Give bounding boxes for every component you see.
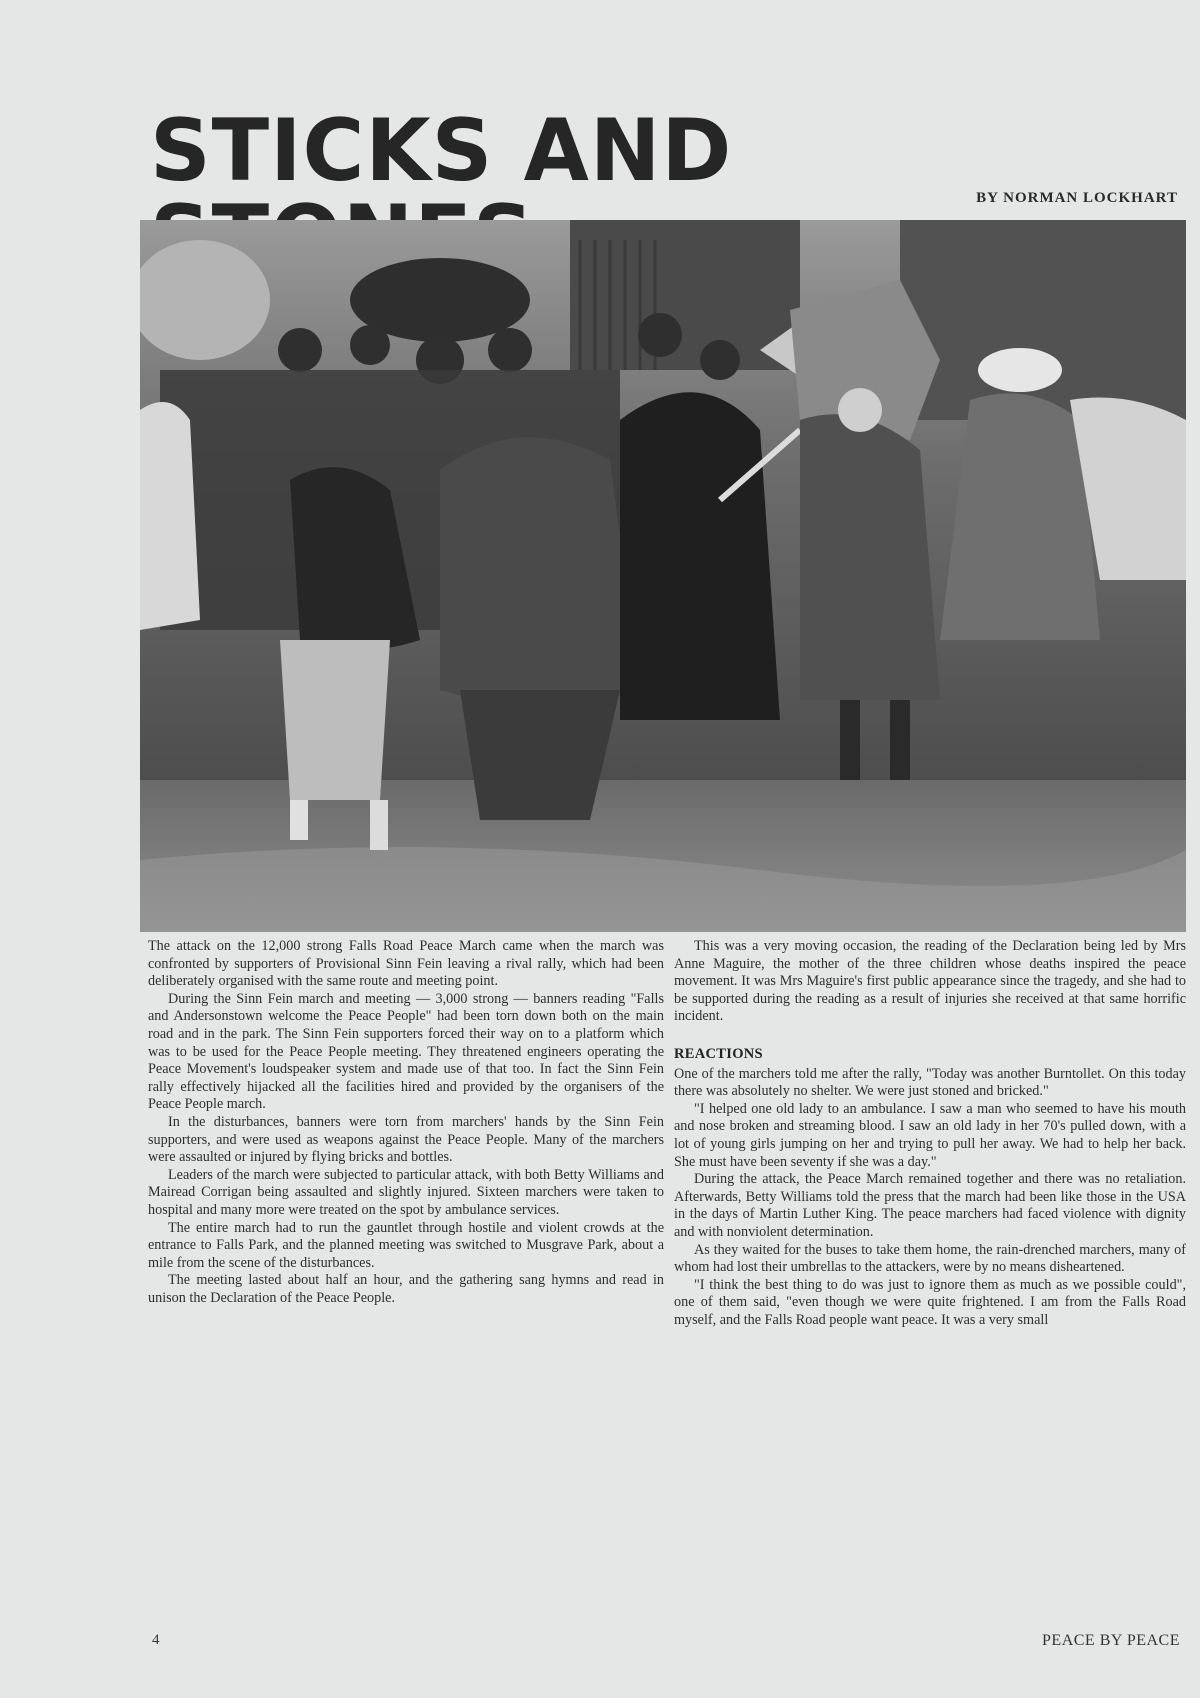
- crowd-photo: [140, 220, 1186, 932]
- paragraph: One of the marchers told me after the rally, "Today was another Burntollet. On this today there was absolutely no shelter. We were just stoned and bricked.": [674, 1065, 1186, 1100]
- publication-name: PEACE BY PEACE: [1042, 1632, 1180, 1649]
- crowd-photo-icon: [140, 220, 1186, 932]
- paragraph: Leaders of the march were subjected to particular attack, with both Betty Williams and Mairead Corrigan being assaulted and slightly injured. Sixteen marchers were taken to hospital and many more were treated on the spot by ambulance services.: [148, 1166, 664, 1218]
- paragraph: "I helped one old lady to an ambulance. I saw a man who seemed to have his mouth and nose broken and streaming blood. I saw an old lady in her 70's pulled down, with a lot of young girls jumping on her and trying to pull her away. We had to help her back. She must have been seventy if she was a day.": [674, 1100, 1186, 1170]
- paragraph: The attack on the 12,000 strong Falls Road Peace March came when the march was confronted by supporters of Provisional Sinn Fein leaving a rival rally, which had been deliberately organised with the same route and meeting point.: [148, 938, 664, 990]
- article-column-right: [674, 938, 1186, 1329]
- article-column-left: [148, 938, 664, 1307]
- paragraph: The meeting lasted about half an hour, and the gathering sang hymns and read in unison the Declaration of the Peace People.: [148, 1272, 664, 1306]
- headline: STICKS AND: [150, 101, 733, 201]
- paragraph: During the Sinn Fein march and meeting — 3,000 strong — banners reading "Falls and Andersonstown welcome the Peace People" had been torn down both on the main road and in the park. The Sinn Fein supporters forced their way on to a platform which was to be used for the Peace People meeting. They threatened engineers operating the Peace Movement's loudspeaker system and made use of that too. In fact the Sinn Fein rally effectively hijacked all the facilities hired and provided by the organisers of the Peace People march.: [148, 990, 664, 1113]
- reactions-heading: REACTIONS: [674, 1045, 763, 1062]
- paragraph: In the disturbances, banners were torn from marchers' hands by the Sinn Fein supporters, and were used as weapons against the Peace People. Many of the marchers were assaulted or injured by flying bricks and bottles.: [148, 1113, 664, 1166]
- paragraph: As they waited for the buses to take them home, the rain-drenched marchers, many of whom had lost their umbrellas to the attackers, were by no means disheartened.: [674, 1241, 1186, 1276]
- paragraph: "I think the best thing to do was just to ignore them as much as we possible could", one of them said, "even though we were quite frightened. I am from the Falls Road myself, and the Falls Road people want peace. It was a very small: [674, 1276, 1186, 1328]
- paragraph: The entire march had to run the gauntlet through hostile and violent crowds at the entrance to Falls Park, and the planned meeting was switched to Musgrave Park, about a mile from the scene of the disturbances.: [148, 1219, 664, 1271]
- page-number: 4: [152, 1632, 160, 1648]
- paragraph: During the attack, the Peace March remained together and there was no retaliation. Afterwards, Betty Williams told the press that the march had been like those in the USA in the days of Martin Luther King. The peace marchers had faced violence with dignity and with nonviolent determination.: [674, 1171, 1186, 1240]
- byline: BY NORMAN LOCKHART: [976, 190, 1178, 206]
- paragraph: This was a very moving occasion, the reading of the Declaration being led by Mrs Anne Maguire, the mother of the three children whose deaths inspired the peace movement. It was Mrs Maguire's first public appearance since the tragedy, and she had to be supported during the reading as a result of injuries she received at that same horrific incident.: [674, 938, 1186, 1025]
